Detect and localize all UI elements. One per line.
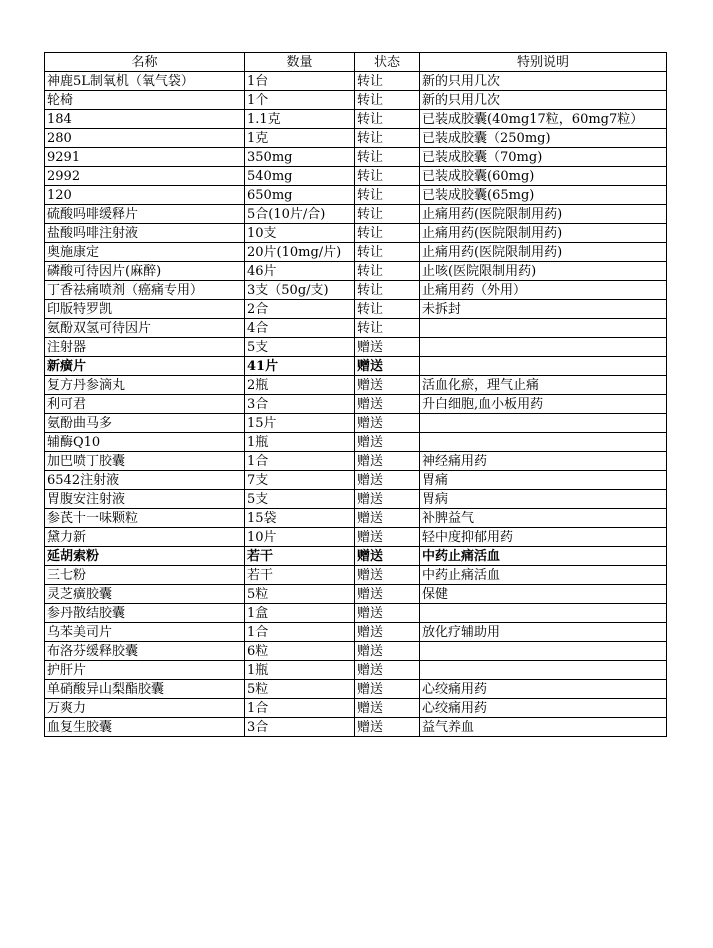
- note-cell: 已装成胶囊（250mg): [420, 129, 667, 148]
- table-row: [45, 699, 667, 718]
- table-row: [45, 376, 667, 395]
- item-name-cell: 氨酚曲马多: [45, 414, 245, 433]
- table-row: [45, 585, 667, 604]
- quantity-cell: 1合: [245, 699, 355, 718]
- table-row: [45, 281, 667, 300]
- quantity-cell: 15片: [245, 414, 355, 433]
- status-cell: 转让: [355, 167, 420, 186]
- note-cell: 新的只用几次: [420, 91, 667, 110]
- table-row: [45, 509, 667, 528]
- table-row: [45, 148, 667, 167]
- note-cell: 止痛用药(医院限制用药): [420, 224, 667, 243]
- quantity-cell: 1盒: [245, 604, 355, 623]
- note-cell: 中药止痛活血: [420, 547, 667, 566]
- quantity-cell: 3合: [245, 395, 355, 414]
- note-cell: 补脾益气: [420, 509, 667, 528]
- status-cell: 转让: [355, 110, 420, 129]
- quantity-cell: 46片: [245, 262, 355, 281]
- table-row: [45, 528, 667, 547]
- status-cell: 赠送: [355, 357, 420, 376]
- note-cell: 已装成胶囊(40mg17粒，60mg7粒）: [420, 110, 667, 129]
- status-cell: 赠送: [355, 471, 420, 490]
- table-row: [45, 566, 667, 585]
- table-row: [45, 319, 667, 338]
- item-name-cell: 护肝片: [45, 661, 245, 680]
- item-name-cell: 万爽力: [45, 699, 245, 718]
- note-cell: 活血化瘀，理气止痛: [420, 376, 667, 395]
- status-cell: 赠送: [355, 414, 420, 433]
- item-name-cell: 奥施康定: [45, 243, 245, 262]
- quantity-cell: 1个: [245, 91, 355, 110]
- note-cell: 已装成胶囊(60mg): [420, 167, 667, 186]
- note-cell: 止痛用药(医院限制用药): [420, 205, 667, 224]
- item-name-cell: 三七粉: [45, 566, 245, 585]
- item-name-cell: 磷酸可待因片(麻醉): [45, 262, 245, 281]
- item-name-cell: 乌苯美司片: [45, 623, 245, 642]
- note-cell: [420, 338, 667, 357]
- item-name-cell: 复方丹参滴丸: [45, 376, 245, 395]
- note-cell: [420, 604, 667, 623]
- quantity-cell: 1克: [245, 129, 355, 148]
- note-cell: [420, 661, 667, 680]
- quantity-cell: 1瓶: [245, 661, 355, 680]
- quantity-cell: 1瓶: [245, 433, 355, 452]
- quantity-cell: 若干: [245, 566, 355, 585]
- table-row: [45, 300, 667, 319]
- status-cell: 转让: [355, 129, 420, 148]
- status-cell: 赠送: [355, 547, 420, 566]
- table-row: [45, 338, 667, 357]
- quantity-cell: 5支: [245, 490, 355, 509]
- note-cell: [420, 414, 667, 433]
- note-cell: 益气养血: [420, 718, 667, 737]
- status-cell: 转让: [355, 205, 420, 224]
- table-row: [45, 414, 667, 433]
- table-body: [45, 72, 667, 737]
- note-cell: [420, 319, 667, 338]
- item-name-cell: 盐酸吗啡注射液: [45, 224, 245, 243]
- item-name-cell: 利可君: [45, 395, 245, 414]
- header-note: 特别说明: [420, 53, 667, 72]
- status-cell: 赠送: [355, 395, 420, 414]
- quantity-cell: 2瓶: [245, 376, 355, 395]
- table-row: [45, 129, 667, 148]
- quantity-cell: 540mg: [245, 167, 355, 186]
- table-row: [45, 357, 667, 376]
- medicine-list-table: [44, 52, 667, 737]
- table-row: [45, 547, 667, 566]
- table-row: [45, 680, 667, 699]
- table-row: [45, 205, 667, 224]
- note-cell: 新的只用几次: [420, 72, 667, 91]
- status-cell: 赠送: [355, 528, 420, 547]
- note-cell: 止痛用药（外用）: [420, 281, 667, 300]
- status-cell: 转让: [355, 91, 420, 110]
- quantity-cell: 3支（50g/支): [245, 281, 355, 300]
- header-status: 状态: [355, 53, 420, 72]
- table-row: [45, 186, 667, 205]
- quantity-cell: 3合: [245, 718, 355, 737]
- quantity-cell: 4合: [245, 319, 355, 338]
- item-name-cell: 9291: [45, 148, 245, 167]
- table-row: [45, 604, 667, 623]
- item-name-cell: 灵芝癀胶囊: [45, 585, 245, 604]
- table-row: [45, 661, 667, 680]
- note-cell: 已装成胶囊(65mg): [420, 186, 667, 205]
- item-name-cell: 轮椅: [45, 91, 245, 110]
- quantity-cell: 5粒: [245, 680, 355, 699]
- note-cell: 止痛用药(医院限制用药): [420, 243, 667, 262]
- status-cell: 赠送: [355, 376, 420, 395]
- item-name-cell: 黛力新: [45, 528, 245, 547]
- quantity-cell: 若干: [245, 547, 355, 566]
- item-name-cell: 辅酶Q10: [45, 433, 245, 452]
- status-cell: 转让: [355, 319, 420, 338]
- quantity-cell: 1合: [245, 452, 355, 471]
- item-name-cell: 参丹散结胶囊: [45, 604, 245, 623]
- item-name-cell: 184: [45, 110, 245, 129]
- note-cell: [420, 357, 667, 376]
- status-cell: 赠送: [355, 699, 420, 718]
- item-name-cell: 新癀片: [45, 357, 245, 376]
- quantity-cell: 5合(10片/合): [245, 205, 355, 224]
- item-name-cell: 加巴喷丁胶囊: [45, 452, 245, 471]
- status-cell: 赠送: [355, 490, 420, 509]
- quantity-cell: 1台: [245, 72, 355, 91]
- header-quantity: 数量: [245, 53, 355, 72]
- item-name-cell: 血复生胶囊: [45, 718, 245, 737]
- item-name-cell: 胃腹安注射液: [45, 490, 245, 509]
- quantity-cell: 350mg: [245, 148, 355, 167]
- note-cell: [420, 642, 667, 661]
- quantity-cell: 6粒: [245, 642, 355, 661]
- status-cell: 赠送: [355, 585, 420, 604]
- quantity-cell: 1.1克: [245, 110, 355, 129]
- quantity-cell: 20片(10mg/片): [245, 243, 355, 262]
- quantity-cell: 10支: [245, 224, 355, 243]
- quantity-cell: 10片: [245, 528, 355, 547]
- item-name-cell: 氨酚双氢可待因片: [45, 319, 245, 338]
- note-cell: [420, 433, 667, 452]
- status-cell: 赠送: [355, 338, 420, 357]
- status-cell: 赠送: [355, 452, 420, 471]
- table-row: [45, 91, 667, 110]
- quantity-cell: 15袋: [245, 509, 355, 528]
- item-name-cell: 280: [45, 129, 245, 148]
- table-row: [45, 72, 667, 91]
- status-cell: 赠送: [355, 433, 420, 452]
- note-cell: 胃痛: [420, 471, 667, 490]
- note-cell: 止咳(医院限制用药): [420, 262, 667, 281]
- header-row: [45, 53, 667, 72]
- item-name-cell: 印版特罗凯: [45, 300, 245, 319]
- item-name-cell: 参芪十一味颗粒: [45, 509, 245, 528]
- table-row: [45, 395, 667, 414]
- item-name-cell: 布洛芬缓释胶囊: [45, 642, 245, 661]
- note-cell: 轻中度抑郁用药: [420, 528, 667, 547]
- item-name-cell: 6542注射液: [45, 471, 245, 490]
- status-cell: 转让: [355, 148, 420, 167]
- status-cell: 转让: [355, 186, 420, 205]
- item-name-cell: 延胡索粉: [45, 547, 245, 566]
- table-row: [45, 471, 667, 490]
- note-cell: 已装成胶囊（70mg): [420, 148, 667, 167]
- status-cell: 赠送: [355, 604, 420, 623]
- status-cell: 赠送: [355, 642, 420, 661]
- item-name-cell: 丁香祛痛喷剂（癌痛专用）: [45, 281, 245, 300]
- table-row: [45, 243, 667, 262]
- item-name-cell: 硫酸吗啡缓释片: [45, 205, 245, 224]
- table-row: [45, 433, 667, 452]
- note-cell: 升白细胞,血小板用药: [420, 395, 667, 414]
- table-row: [45, 452, 667, 471]
- note-cell: 未拆封: [420, 300, 667, 319]
- quantity-cell: 2合: [245, 300, 355, 319]
- quantity-cell: 7支: [245, 471, 355, 490]
- status-cell: 赠送: [355, 661, 420, 680]
- item-name-cell: 注射器: [45, 338, 245, 357]
- status-cell: 转让: [355, 262, 420, 281]
- note-cell: 心绞痛用药: [420, 680, 667, 699]
- table-row: [45, 490, 667, 509]
- table-row: [45, 623, 667, 642]
- status-cell: 赠送: [355, 509, 420, 528]
- quantity-cell: 41片: [245, 357, 355, 376]
- quantity-cell: 650mg: [245, 186, 355, 205]
- status-cell: 转让: [355, 300, 420, 319]
- status-cell: 赠送: [355, 623, 420, 642]
- status-cell: 赠送: [355, 718, 420, 737]
- table-row: [45, 110, 667, 129]
- note-cell: 心绞痛用药: [420, 699, 667, 718]
- status-cell: 赠送: [355, 680, 420, 699]
- status-cell: 转让: [355, 224, 420, 243]
- table-row: [45, 167, 667, 186]
- table-row: [45, 262, 667, 281]
- table-row: [45, 224, 667, 243]
- status-cell: 转让: [355, 243, 420, 262]
- note-cell: 保健: [420, 585, 667, 604]
- quantity-cell: 5粒: [245, 585, 355, 604]
- table-row: [45, 718, 667, 737]
- item-name-cell: 单硝酸异山梨酯胶囊: [45, 680, 245, 699]
- status-cell: 转让: [355, 281, 420, 300]
- note-cell: 中药止痛活血: [420, 566, 667, 585]
- quantity-cell: 1合: [245, 623, 355, 642]
- item-name-cell: 神鹿5L制氧机（氧气袋）: [45, 72, 245, 91]
- item-name-cell: 120: [45, 186, 245, 205]
- note-cell: 胃病: [420, 490, 667, 509]
- quantity-cell: 5支: [245, 338, 355, 357]
- item-name-cell: 2992: [45, 167, 245, 186]
- header-name: 名称: [45, 53, 245, 72]
- note-cell: 神经痛用药: [420, 452, 667, 471]
- table-row: [45, 642, 667, 661]
- status-cell: 赠送: [355, 566, 420, 585]
- status-cell: 转让: [355, 72, 420, 91]
- note-cell: 放化疗辅助用: [420, 623, 667, 642]
